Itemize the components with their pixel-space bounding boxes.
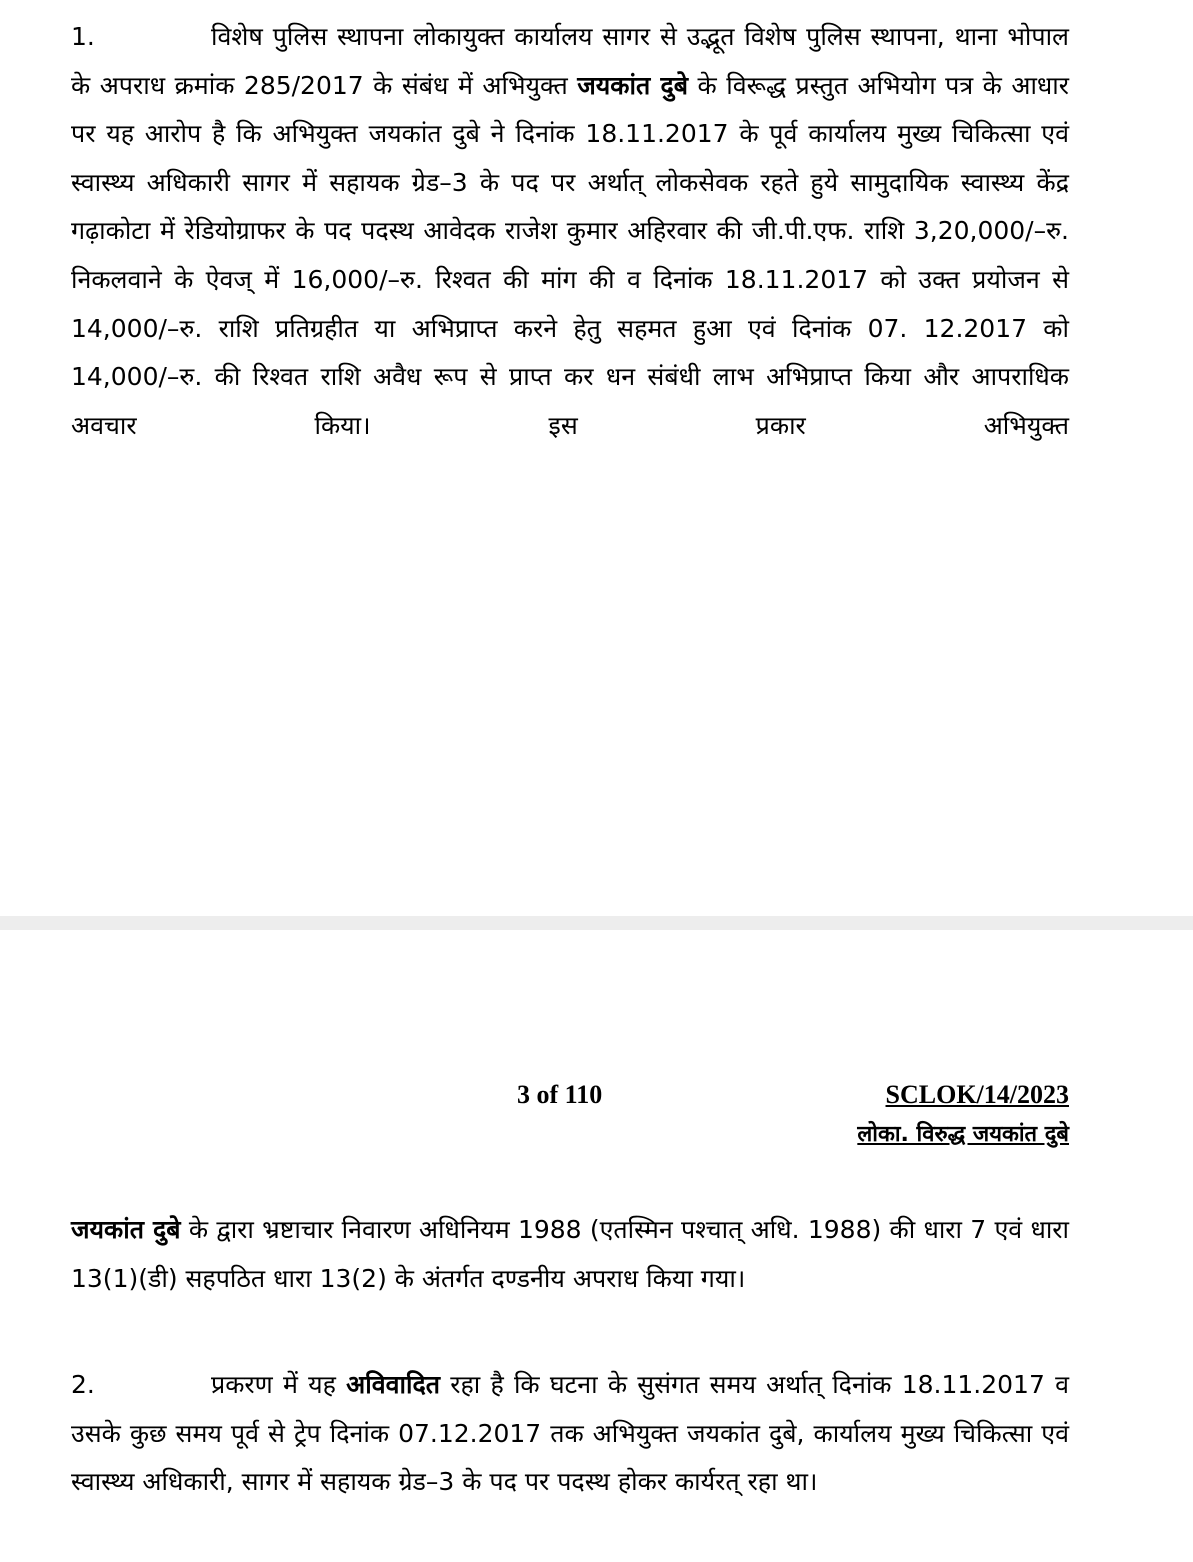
case-title: लोका. विरुद्ध जयकांत दुबे xyxy=(857,1122,1069,1147)
accused-name-bold-continued: जयकांत दुबे xyxy=(71,1215,181,1244)
paragraph-2-text-a: प्रकरण में यह xyxy=(211,1370,336,1399)
paragraph-2-number: 2. xyxy=(71,1370,95,1399)
page-bottom xyxy=(0,930,1193,1562)
paragraph-1-text-b: के विरूद्ध प्रस्तुत अभियोग पत्र के आधार पर यह आरोप है कि अभियुक्त जयकांत दुबे ने दिनांक 18.11.2017 के पूर्व कार्यालय मुख्य चिकित्सा एवं स्वास्थ्य अधिकारी सागर में सहायक ग्रेड–3 के पद पर अर्थात् लोकसेवक रहते हुये सामुदायिक स्वास्थ्य केंद्र गढ़ाकोटा में रेडियोग्राफर के पद पदस्थ आवेदक राजेश कुमार अहिरवार की जी.पी.एफ. राशि 3,20,000/–रु. निकलवाने के ऐवज् में 16,000/–रु. रिश्वत की मांग की व दिनांक 18.11.2017 को उक्त प्रयोजन से 14,000/–रु. राशि प्रतिग्रहीत या अभिप्राप्त करने हेतु सहमत हुआ एवं दिनांक 07. 12.2017 को 14,000/–रु. की रिश्वत राशि अवैध रूप से प्राप्त कर धन संबंधी लाभ अभिप्राप्त किया और आपराधिक अवचार किया। इस प्रकार अभियुक्त xyxy=(71,70,1070,440)
accused-name-bold: जयकांत दुबे xyxy=(577,70,689,100)
paragraph-1 xyxy=(71,13,1069,450)
paragraph-1-continued-text: के द्वारा भ्रष्टाचार निवारण अधिनियम 1988 (एतस्मिन पश्चात् अधि. 1988) की धारा 7 एवं धारा 13(1)(डी) सहपठित धारा 13(2) के अंतर्गत दण्डनीय अपराध किया गया। xyxy=(71,1215,1069,1293)
paragraph-2 xyxy=(71,1361,1069,1507)
undisputed-bold: अविवादित xyxy=(346,1370,441,1399)
paragraph-2-text-b: रहा है कि घटना के सुसंगत समय अर्थात् दिनांक 18.11.2017 व उसके कुछ समय पूर्व से ट्रेप दिनांक 07.12.2017 तक अभियुक्त जयकांत दुबे, कार्यालय मुख्य चिकित्सा एवं स्वास्थ्य अधिकारी, सागर में सहायक ग्रेड–3 के पद पर पदस्थ होकर कार्यरत् रहा था। xyxy=(71,1370,1069,1497)
page-separator xyxy=(0,916,1193,930)
case-number: SCLOK/14/2023 xyxy=(885,1080,1069,1109)
paragraph-1-text-a: विशेष पुलिस स्थापना लोकायुक्त कार्यालय सागर से उद्भूत विशेष पुलिस स्थापना, थाना भोपाल के अपराध क्रमांक 285/2017 के संबंध में अभियुक्त xyxy=(71,22,1069,100)
paragraph-1-continued xyxy=(71,1206,1069,1303)
page-number: 3 of 110 xyxy=(517,1080,603,1109)
paragraph-1-number: 1. xyxy=(71,22,95,51)
